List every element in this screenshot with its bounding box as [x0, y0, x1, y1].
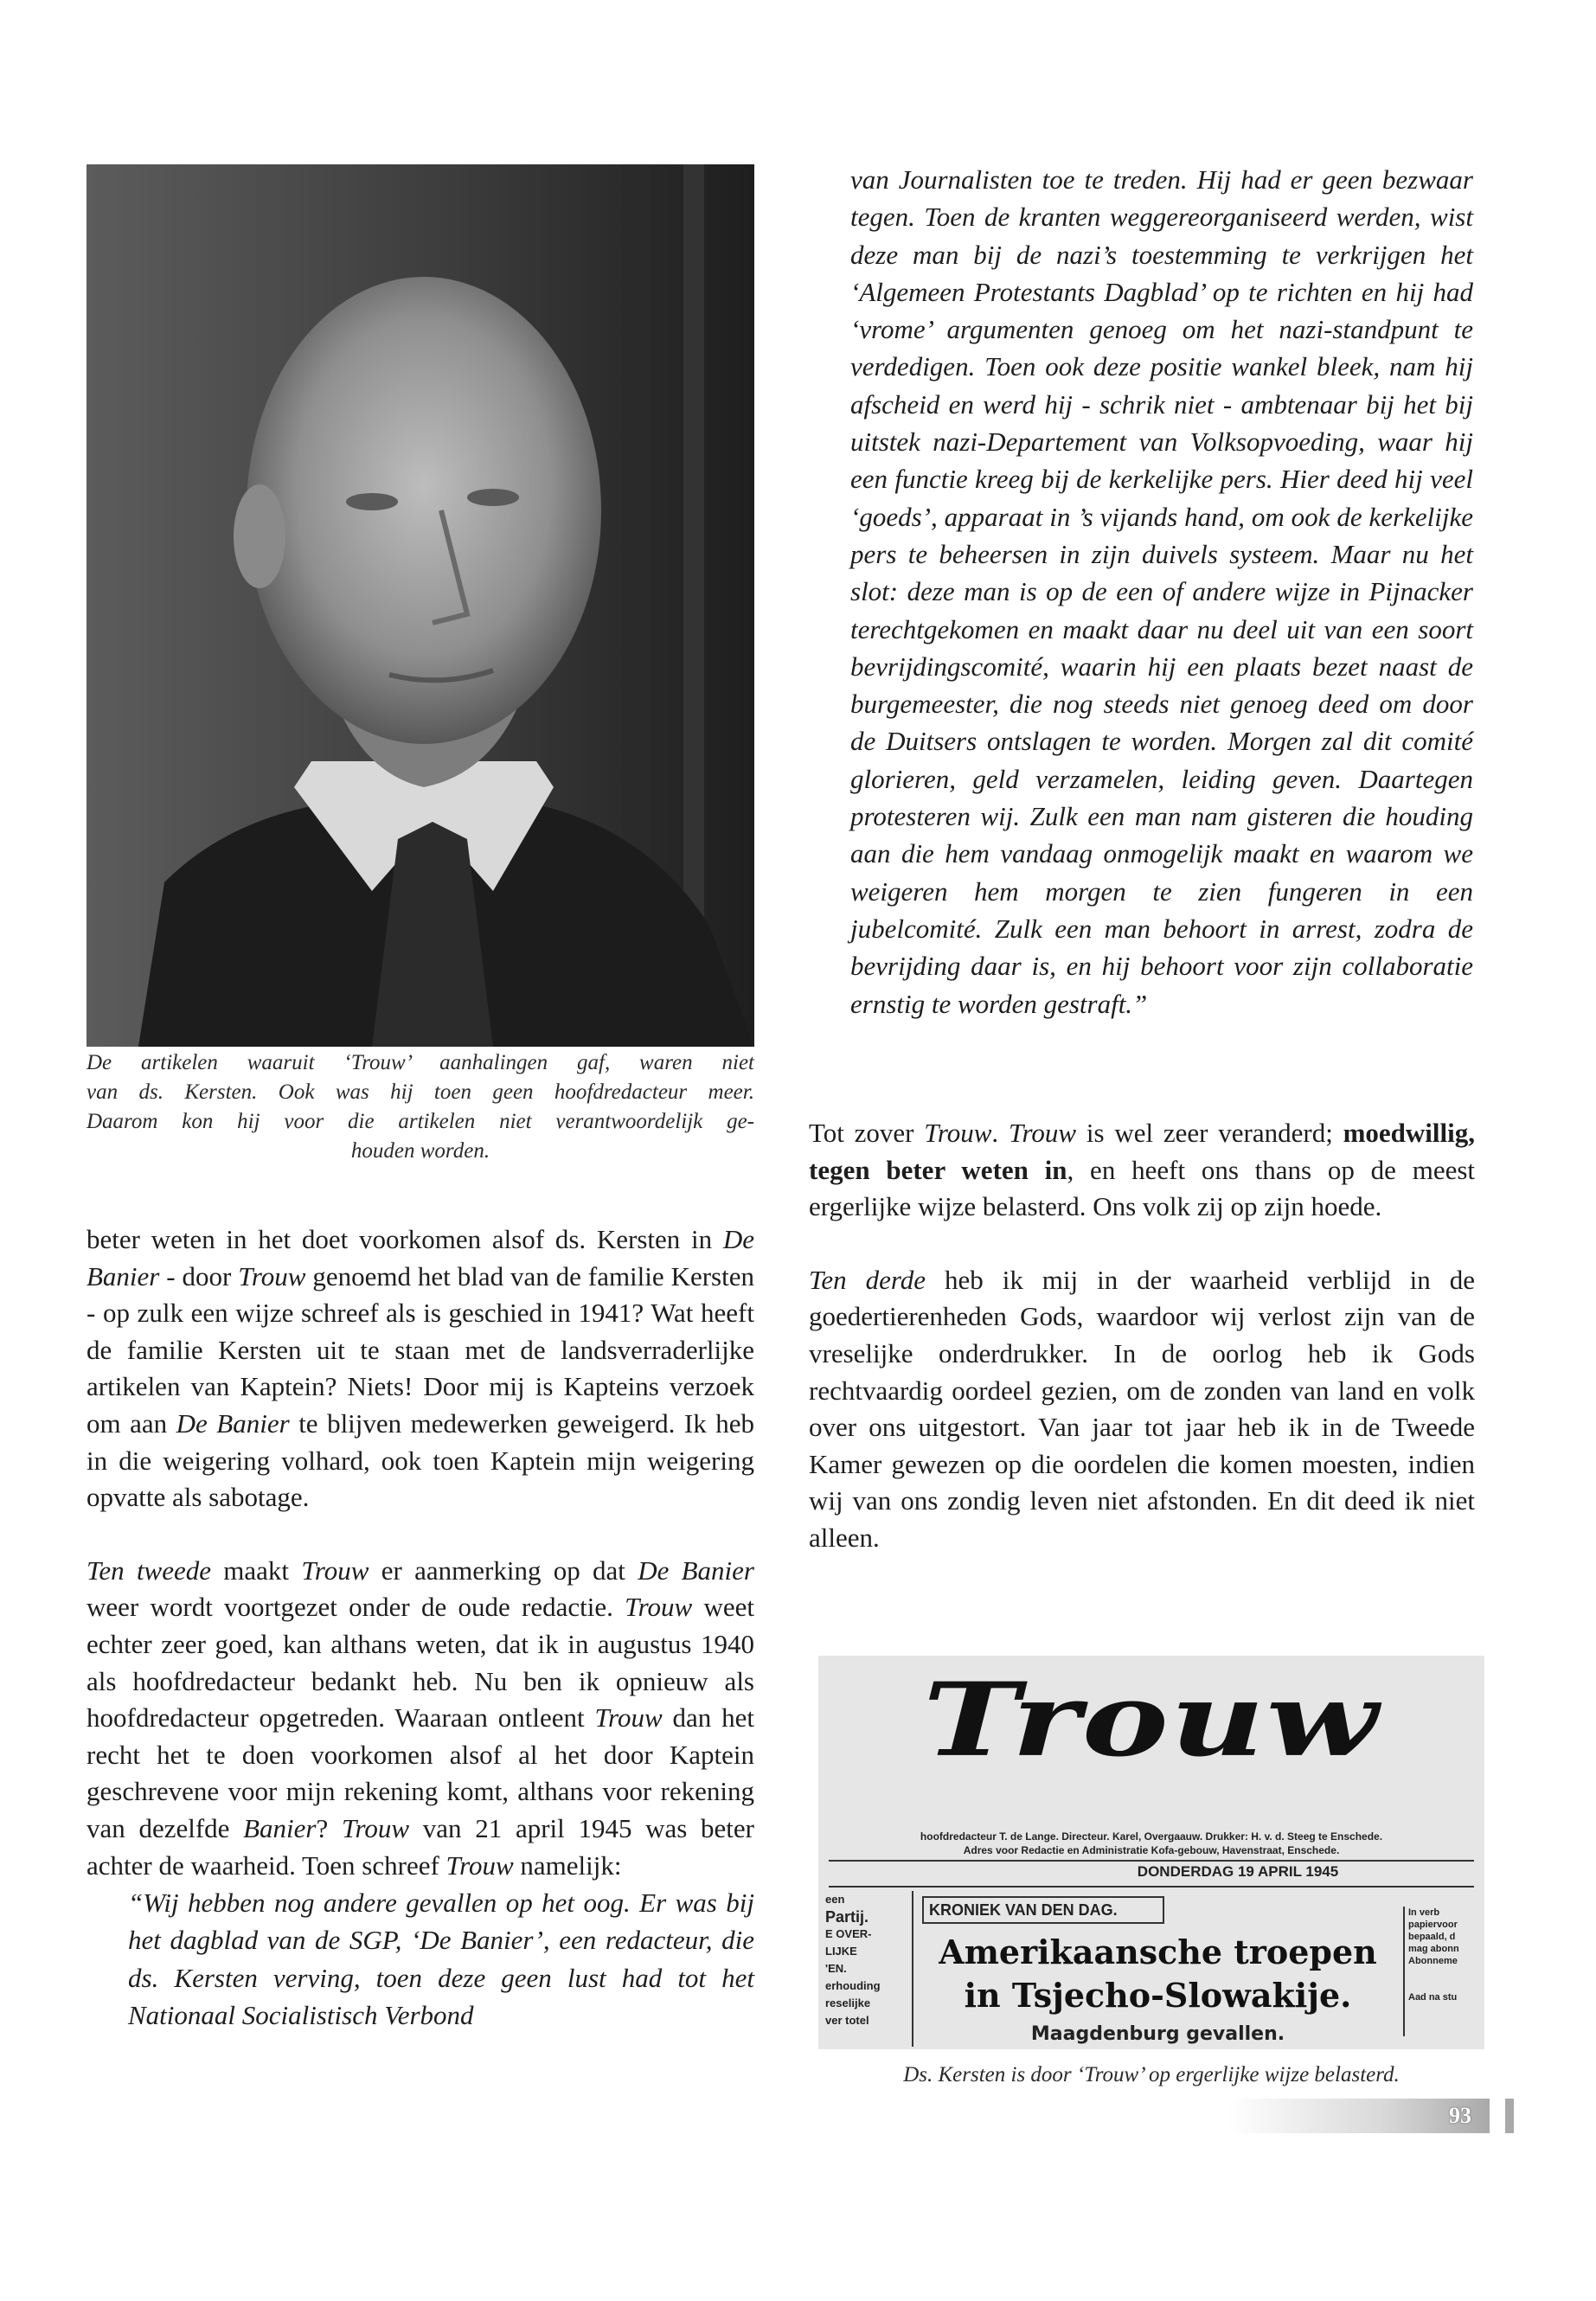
- italic-text: Trouw: [238, 1260, 306, 1292]
- text-run: heb ik mij in der waarheid verblijd in de goedertierenheden Gods, waardoor wij verlost zijn van de vreselijke onderdrukker. In de oorlog heb ik Gods rechtvaardig oordeel gezien, om de zonden van land en volk over ons uitgestort. Van jaar tot jaar heb ik in de Tweede Kamer gewezen op die oordelen die komen moesten, indien wij van ons zondig leven niet afstonden. En dit deed ik niet alleen.: [809, 1264, 1475, 1553]
- paragraph: [87, 1553, 754, 1884]
- text-run: genoemd het blad van de familie Kersten - op zulk een wijze schreef als is geschied in 1941? Wat heeft de familie Kersten uit te staan met de landsverraderlijke artikelen van Kaptein? Niets! Door mij is Kapteins verzoek om aan: [87, 1260, 754, 1439]
- italic-text: De Banier: [638, 1554, 754, 1586]
- newspaper-masthead: Trouw: [923, 1660, 1380, 1779]
- newspaper-date: DONDERDAG 19 APRIL 1945: [1137, 1863, 1339, 1880]
- newspaper-fragment: E OVER-: [825, 1927, 872, 1940]
- newspaper-fragment: Aad na stu: [1408, 1992, 1458, 2003]
- text-run: , en heeft ons thans op de meest ergerlijke wijze belasterd. Ons volk zij op zijn hoede.: [809, 1154, 1476, 1222]
- italic-text: De Banier: [87, 1224, 754, 1292]
- newspaper-fragment: Partij.: [825, 1908, 869, 1926]
- newspaper-headline: in Tsjecho-Slowakije.: [964, 1976, 1352, 2015]
- text-run: van 21 april 1945 was beter achter de waarheid. Toen schreef: [87, 1812, 755, 1881]
- photo-caption: [87, 1048, 754, 1166]
- newspaper-caption: Ds. Kersten is door ‘Trouw’ op ergerlijke wijze belasterd.: [903, 2063, 1400, 2086]
- italic-text: De Banier: [176, 1407, 290, 1439]
- photo-caption-line: De artikelen waaruit ‘Trouw’ aanhalingen gaf, waren niet: [87, 1051, 754, 1074]
- paragraph: [809, 1262, 1475, 1557]
- text-run: maakt: [211, 1554, 302, 1586]
- paragraph: [809, 1115, 1475, 1226]
- italic-text: Banier: [243, 1812, 317, 1843]
- newspaper-fragment: ver totel: [825, 2014, 869, 2027]
- italic-text: Trouw: [1008, 1118, 1077, 1148]
- newspaper-fragment: Abonneme: [1408, 1956, 1458, 1966]
- text-run: - door: [159, 1260, 239, 1292]
- newspaper-section-label: KRONIEK VAN DEN DAG.: [922, 1896, 1164, 1924]
- paragraph: [87, 1221, 754, 1516]
- page-number-tick: [1505, 2099, 1514, 2133]
- italic-text: Trouw: [924, 1118, 992, 1148]
- italic-text: Trouw: [594, 1702, 663, 1734]
- newspaper-fragment: [1408, 1979, 1477, 1991]
- right-column: [809, 1115, 1475, 1557]
- text-run: .: [991, 1118, 1009, 1148]
- italic-text: Trouw: [445, 1849, 514, 1881]
- left-column: [87, 1221, 754, 2034]
- newspaper-right-column: [1403, 1907, 1477, 2036]
- photo-caption-line: Daarom kon hij voor die artikelen niet verantwoordelijk ge-: [87, 1110, 754, 1133]
- italic-text: Trouw: [341, 1812, 410, 1843]
- text-run: weet echter zeer goed, kan althans weten, dat ik in augustus 1940 als hoofdredacteur bedankt heb. Nu ben ik opnieuw als hoofdredacteur opgetreden. Waaraan ontleent: [87, 1592, 754, 1734]
- newspaper-subheadline: Maagdenburg gevallen.: [1030, 2023, 1285, 2045]
- portrait-photo: [87, 164, 754, 1047]
- newspaper-clipping: [818, 1656, 1484, 2049]
- text-run: er aanmerking op dat: [369, 1554, 638, 1586]
- newspaper-imprint: hoofdredacteur T. de Lange. Directeur. Karel, Overgaauw. Drukker: H. v. d. Steeg te Enschede.: [920, 1830, 1383, 1843]
- text-run: ?: [316, 1812, 342, 1843]
- quotation-continued: van Journalisten toe te treden. Hij had er geen bezwaar tegen. Toen de kranten weggereorganiseerd werden, wist deze man bij de nazi’s toestemming te verkrijgen het ‘Algemeen Protestants Dagblad’ op te richten en hij had ‘vrome’ argumenten genoeg om het nazi-standpunt te verdedigen. Toen ook deze positie wankel bleek, nam hij afscheid en werd hij - schrik niet - ambtenaar bij het bij uitstek nazi-Departement van Volksopvoeding, waar hij een functie kreeg bij de kerkelijke pers. Hier deed hij veel ‘goeds’, apparaat in ’s vijands hand, om ook de kerkelijke pers te beheersen in zijn duivels systeem. Maar nu het slot: deze man is op de een of andere wijze in Pijnacker terechtgekomen en maakt daar nu deel uit van een soort bevrijdingscomité, waarin hij een plaats bezet naast de burgemeester, die nog steeds niet genoeg deed om door de Duitsers ontslagen te worden. Morgen zal dit comité glorieren, geld verzamelen, leiding geven. Daartegen protesteren wij. Zulk een man nam gisteren die houding aan die hem vandaag onmogelijk maakt en waarom we weigeren hem morgen te zien fungeren in een jubelcomité. Zulk een man behoort in arrest, zodra de bevrijding daar is, en hij behoort voor zijn collaboratie ernstig te worden gestraft.”: [850, 164, 1473, 1019]
- newspaper-fragment: erhouding: [825, 1979, 881, 1992]
- text-run: beter weten in het doet voorkomen alsof ds. Kersten in: [87, 1224, 723, 1254]
- newspaper-fragment: In verb: [1408, 1907, 1440, 1918]
- newspaper-fragment: bepaald, d: [1408, 1932, 1456, 1942]
- text-run: Tot zover: [809, 1118, 925, 1148]
- newspaper-fragment: 'EN.: [825, 1962, 847, 1975]
- italic-text: Ten tweede: [87, 1554, 212, 1586]
- divider: [829, 1860, 1474, 1862]
- portrait-illustration: [87, 164, 754, 1047]
- page-number: 93: [1449, 2103, 1471, 2128]
- italic-text: Ten derde: [809, 1264, 926, 1295]
- newspaper-fragment: mag abonn: [1408, 1944, 1459, 1954]
- photo-caption-line: van ds. Kersten. Ook was hij toen geen hoofdredacteur meer.: [87, 1080, 754, 1104]
- text-run: dan het recht het te doen voorkomen alsof al het door Kaptein geschrevene voor mijn rekening komt, althans voor rekening van dezelfde: [87, 1702, 754, 1843]
- newspaper-fragment: LIJKE: [825, 1945, 857, 1958]
- text-run: weer wordt voortgezet onder de oude redactie.: [87, 1592, 625, 1623]
- newspaper-fragment: een: [825, 1893, 845, 1906]
- italic-text: Trouw: [625, 1592, 693, 1623]
- text-run: te blijven medewerken geweigerd. Ik heb in die weigering volhard, ook toen Kaptein mijn weigering opvatte als sabotage.: [87, 1407, 754, 1513]
- quotation: “Wij hebben nog andere gevallen op het oog. Er was bij het dagblad van de SGP, ‘De Banier’, een redacteur, die ds. Kersten verving, toen deze geen lust had tot het Nationaal Socialistisch Verbond: [128, 1888, 754, 2030]
- divider: [829, 1886, 1474, 1888]
- newspaper-fragment: [1408, 1967, 1477, 1979]
- bold-text: moedwillig, tegen beter weten in: [809, 1118, 1476, 1185]
- newspaper-fragment: papiervoor: [1408, 1920, 1458, 1930]
- newspaper-address: Adres voor Redactie en Administratie Kofa-gebouw, Havenstraat, Enschede.: [963, 1844, 1340, 1856]
- newspaper-headline: Amerikaansche troepen: [939, 1932, 1377, 1971]
- text-run: namelijk:: [513, 1849, 622, 1881]
- newspaper-left-column: [825, 1891, 913, 2047]
- italic-text: Trouw: [301, 1554, 369, 1586]
- photo-caption-line: houden worden.: [350, 1139, 490, 1163]
- newspaper-fragment: reselijke: [825, 1997, 871, 2009]
- text-run: is wel zeer veranderd;: [1076, 1118, 1343, 1148]
